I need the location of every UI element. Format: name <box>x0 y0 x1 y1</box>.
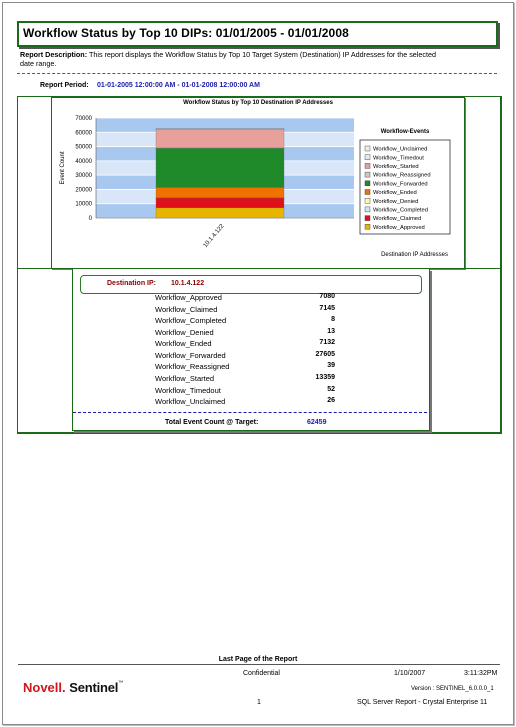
event-count: 8 <box>331 316 335 323</box>
legend-swatch <box>365 216 370 221</box>
print-date: 1/10/2007 <box>394 670 426 677</box>
event-name: Workflow_Reassigned <box>155 362 230 371</box>
chart-panel <box>51 97 465 269</box>
event-name: Workflow_Forwarded <box>155 351 226 360</box>
legend-label: Workflow_Ended <box>373 190 417 197</box>
legend-label: Workflow_Completed <box>373 207 428 214</box>
legend-swatch <box>365 146 370 151</box>
footer-divider <box>18 664 500 665</box>
logo-sentinel: Sentinel <box>69 680 119 695</box>
y-axis-title: Event Count <box>60 151 66 185</box>
novell-sentinel-logo <box>23 680 123 695</box>
divider <box>17 73 497 74</box>
x-tick-label: 10.1.4.122 <box>202 223 226 250</box>
detail-row <box>155 386 335 397</box>
event-count: 26 <box>327 397 335 404</box>
event-name: Workflow_Completed <box>155 316 227 325</box>
bar-segment <box>156 198 284 208</box>
total-label: Total Event Count @ Target: <box>165 419 259 426</box>
bar-segment <box>156 148 284 187</box>
legend-swatch <box>365 190 370 195</box>
confidential-label: Confidential <box>243 670 280 677</box>
legend-swatch <box>365 224 370 229</box>
chart-title: Workflow Status by Top 10 Destination IP Addresses <box>183 100 333 106</box>
event-name: Workflow_Ended <box>155 339 212 348</box>
y-tick-label: 70000 <box>75 116 92 122</box>
bar-segment <box>156 187 284 197</box>
bar-segment <box>156 129 284 148</box>
detail-row <box>155 374 335 385</box>
event-count: 52 <box>327 386 335 393</box>
detail-row <box>155 328 335 339</box>
x-axis-title: Destination IP Addresses <box>381 252 448 258</box>
logo-novell: Novell. <box>23 680 66 695</box>
product-label: SQL Server Report - Crystal Enterprise 11 <box>357 699 488 706</box>
report-period-label: Report Period: <box>40 82 89 89</box>
event-name: Workflow_Started <box>155 374 215 383</box>
event-count: 7080 <box>319 293 335 300</box>
destination-ip-box <box>80 275 422 294</box>
destination-ip-label: Destination IP: <box>107 280 157 287</box>
detail-row <box>155 305 335 316</box>
legend-swatch <box>365 155 370 160</box>
last-page-label: Last Page of the Report <box>218 656 298 663</box>
description-text: This report displays the Workflow Status by Top 10 Target System (Destination) IP Addresses for the selected date range. <box>20 50 436 68</box>
total-value: 62459 <box>307 419 327 426</box>
event-count: 13359 <box>315 374 335 381</box>
event-name: Workflow_Timedout <box>155 386 221 395</box>
legend-swatch <box>365 163 370 168</box>
report-period-value: 01-01-2005 12:00:00 AM - 01-01-2008 12:00:00 AM <box>97 82 260 89</box>
event-count: 27605 <box>315 351 335 358</box>
total-divider <box>73 412 427 413</box>
y-tick-label: 40000 <box>75 158 92 165</box>
legend-label: Workflow_Denied <box>373 198 419 205</box>
report-description <box>20 50 450 68</box>
y-tick-label: 30000 <box>75 173 92 180</box>
event-name: Workflow_Denied <box>155 328 214 337</box>
destination-ip-value: 10.1.4.122 <box>171 280 205 287</box>
print-time: 3:11:32PM <box>464 670 498 677</box>
stacked-bar-chart <box>52 98 464 268</box>
y-tick-label: 60000 <box>75 130 92 137</box>
report-title-box <box>17 21 498 47</box>
legend-swatch <box>365 207 370 212</box>
event-name: Workflow_Unclaimed <box>155 397 226 406</box>
legend-label: Workflow_Forwarded <box>373 181 428 188</box>
detail-row <box>155 351 335 362</box>
bar-segment <box>156 208 284 218</box>
event-count: 39 <box>327 362 335 369</box>
event-name: Workflow_Claimed <box>155 305 218 314</box>
y-tick-label: 50000 <box>75 144 92 151</box>
legend-swatch <box>365 181 370 186</box>
description-label: Report Description: <box>20 50 88 59</box>
y-tick-label: 10000 <box>75 201 92 208</box>
detail-row <box>155 339 335 350</box>
version-label: Version : SENTINEL_6.0.0.0_1 <box>411 686 494 692</box>
detail-row <box>155 316 335 327</box>
detail-row <box>155 362 335 373</box>
legend-label: Workflow_Reassigned <box>373 172 431 179</box>
legend-label: Workflow_Claimed <box>373 216 422 223</box>
report-title: Workflow Status by Top 10 DIPs: 01/01/2005 - 01/01/2008 <box>23 26 349 40</box>
detail-row <box>155 397 335 408</box>
y-tick-label: 0 <box>88 216 92 222</box>
event-count: 13 <box>327 328 335 335</box>
legend-swatch <box>365 172 370 177</box>
legend-title: Workflow-Events <box>380 129 430 135</box>
detail-row <box>155 293 335 304</box>
event-name: Workflow_Approved <box>155 293 222 302</box>
y-tick-label: 20000 <box>75 187 92 194</box>
legend-label: Workflow_Started <box>373 164 419 170</box>
page-number: 1 <box>257 699 261 706</box>
legend-label: Workflow_Approved <box>373 224 425 231</box>
legend-label: Workflow_Unclaimed <box>373 146 428 153</box>
legend-swatch <box>365 198 370 203</box>
event-count: 7132 <box>319 339 335 346</box>
legend-label: Workflow_Timedout <box>373 155 424 162</box>
trademark-mark: ™ <box>118 680 124 686</box>
event-count: 7145 <box>319 305 335 312</box>
